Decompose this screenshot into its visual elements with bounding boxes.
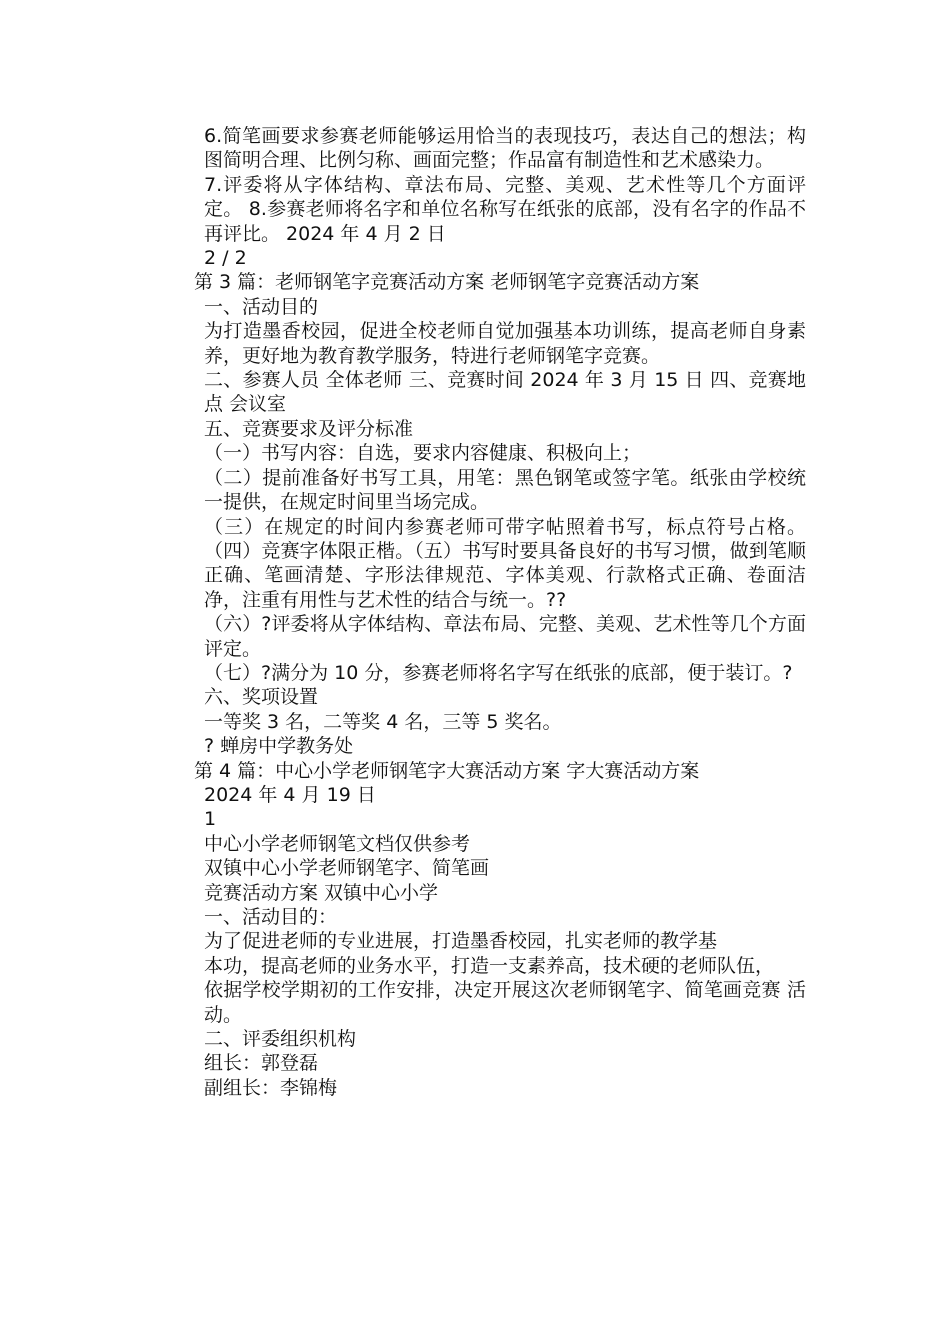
text-paragraph: （三）在规定的时间内参赛老师可带字帖照着书写，标点符号占格。（四）竞赛字体限正楷。（五）书写时要具备良好的书写习惯，做到笔顺正确、笔画清楚、字形法律规范、字体美观、行款格式正确、卷面洁净，注重有用性与艺术性的结合与统一。??: [204, 515, 806, 611]
text-paragraph: 7.评委将从字体结构、章法布局、完整、美观、艺术性等几个方面评定。 8.参赛老师将名字和单位名称写在纸张的底部，没有名字的作品不再评比。 2024 年 4 月 2 日: [204, 173, 806, 245]
text-paragraph: 二、评委组织机构: [204, 1028, 357, 1051]
document-page: [146, 124, 806, 1100]
text-paragraph: 一、活动目的: [204, 295, 319, 318]
text-paragraph: 一等奖 3 名，二等奖 4 名，三等 5 奖名。: [204, 710, 562, 733]
text-paragraph: 1: [204, 808, 217, 831]
text-paragraph: （六）?评委将从字体结构、章法布局、完整、美观、艺术性等几个方面评定。: [204, 613, 806, 660]
text-paragraph: （一）书写内容：自选，要求内容健康、积极向上；: [204, 442, 642, 465]
text-paragraph: 第 3 篇：老师钢笔字竞赛活动方案 老师钢笔字竞赛活动方案: [194, 271, 700, 294]
text-paragraph: 依据学校学期初的工作安排，决定开展这次老师钢笔字、简笔画竞赛 活动。: [204, 979, 806, 1026]
text-paragraph: 第 4 篇：中心小学老师钢笔字大赛活动方案 字大赛活动方案: [194, 759, 700, 782]
text-paragraph: 6.简笔画要求参赛老师能够运用恰当的表现技巧，表达自己的想法；构图简明合理、比例匀称、画面完整；作品富有制造性和艺术感染力。: [204, 125, 806, 172]
text-paragraph: 为打造墨香校园，促进全校老师自觉加强基本功训练，提高老师自身素养，更好地为教育教学服务，特进行老师钢笔字竞赛。: [204, 320, 806, 367]
text-paragraph: 2024 年 4 月 19 日: [204, 783, 376, 806]
text-paragraph: ? 蝉房中学教务处: [204, 735, 354, 758]
text-paragraph: 六、奖项设置: [204, 686, 319, 709]
text-paragraph: （七）?满分为 10 分，参赛老师将名字写在纸张的底部，便于装订。?: [204, 661, 793, 684]
text-paragraph: 为了促进老师的专业进展，打造墨香校园，扎实老师的教学基: [204, 930, 718, 953]
text-paragraph: 二、参赛人员 全体老师 三、竞赛时间 2024 年 3 月 15 日 四、竞赛地点 会议室: [204, 369, 806, 416]
text-paragraph: （二）提前准备好书写工具，用笔：黑色钢笔或签字笔。纸张由学校统一提供，在规定时间里当场完成。: [204, 466, 806, 514]
text-paragraph: 竞赛活动方案 双镇中心小学: [204, 881, 439, 904]
text-paragraph: 本功，提高老师的业务水平，打造一支素养高，技术硬的老师队伍，: [204, 954, 775, 977]
text-paragraph: 中心小学老师钢笔文档仅供参考: [204, 832, 471, 855]
text-paragraph: 2 / 2: [204, 247, 247, 270]
text-paragraph: 组长：郭登磊: [204, 1052, 319, 1075]
text-paragraph: 一、活动目的：: [204, 906, 338, 928]
text-paragraph: 副组长：李锦梅: [204, 1076, 338, 1099]
text-paragraph: 五、竞赛要求及评分标准: [204, 417, 414, 440]
text-paragraph: 双镇中心小学老师钢笔字、简笔画: [204, 857, 490, 880]
